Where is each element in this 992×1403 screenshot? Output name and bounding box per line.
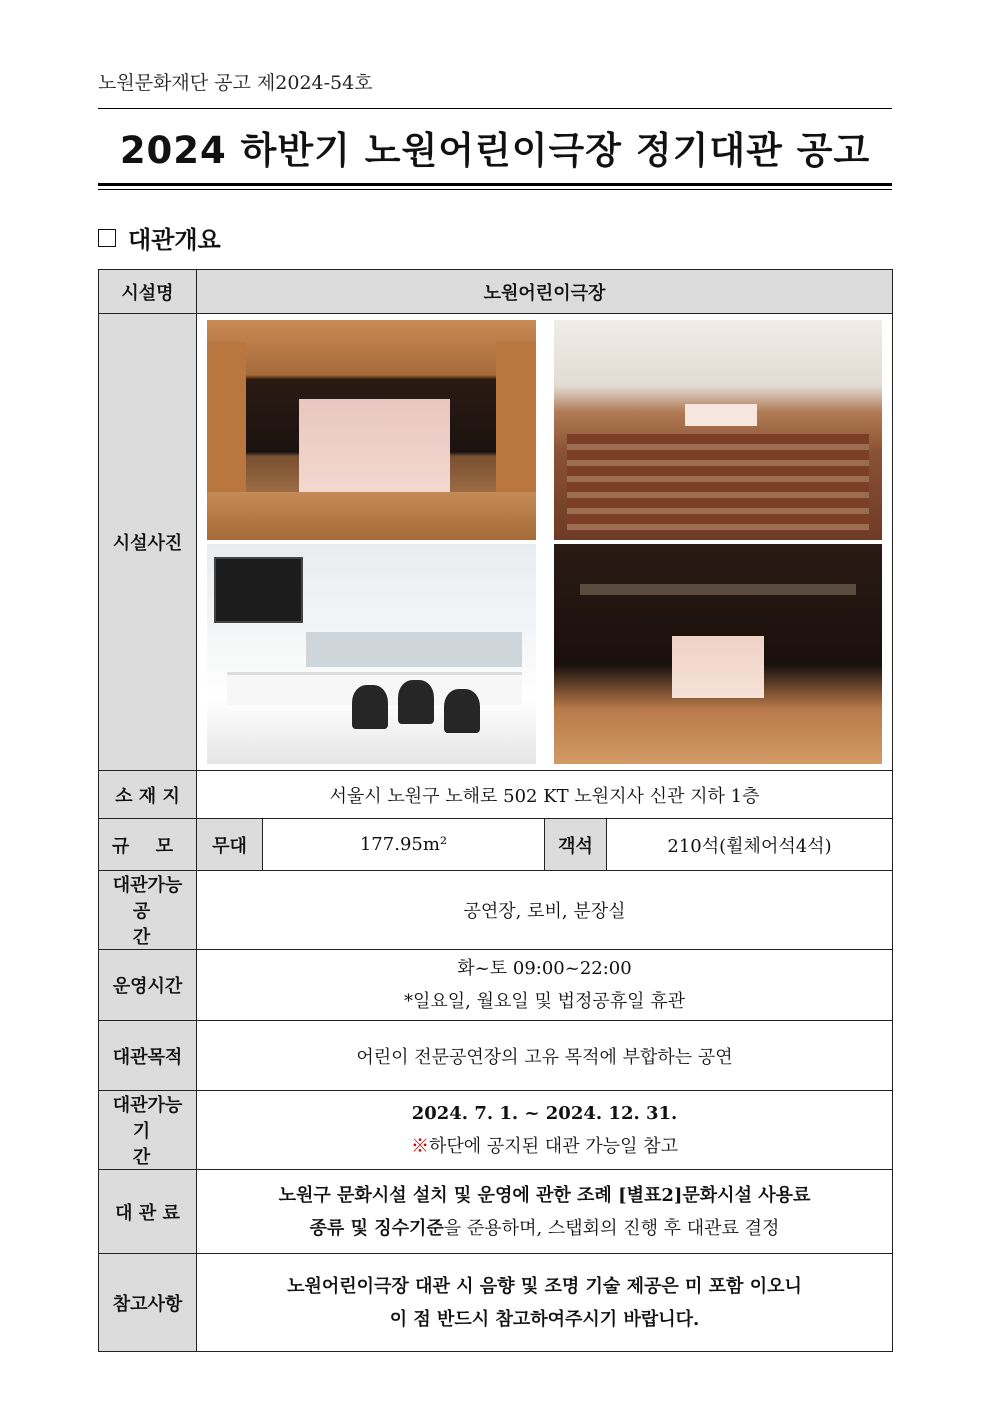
row-hours <box>99 950 893 1021</box>
hours-line2: *일요일, 월요일 및 법정공휴일 휴관 <box>403 991 686 1012</box>
title-rule-thin <box>98 189 892 190</box>
stage-rigging-photo <box>554 544 883 764</box>
purpose-label: 대관목적 <box>99 1021 197 1091</box>
fee-value <box>197 1170 893 1254</box>
period-dates: 2024. 7. 1. ~ 2024. 12. 31. <box>411 1103 678 1124</box>
notes-value <box>197 1254 893 1352</box>
stage-area-value: 177.95m² <box>263 819 545 871</box>
notes-line2: 이 점 반드시 참고하여주시기 바랍니다. <box>389 1308 700 1330</box>
section-heading <box>98 220 221 255</box>
photos-cell <box>197 314 893 771</box>
notes-line1: 노원어린이극장 대관 시 음향 및 조명 기술 제공은 미 포함 이오니 <box>287 1275 802 1297</box>
rentable-space-value: 공연장, 로비, 분장실 <box>197 871 893 950</box>
location-label: 소 재 지 <box>99 771 197 819</box>
facility-name-value: 노원어린이극장 <box>197 270 893 314</box>
rental-overview-table <box>98 269 893 1352</box>
period-label <box>99 1091 197 1170</box>
row-purpose <box>99 1021 893 1091</box>
purpose-value: 어린이 전문공연장의 고유 목적에 부합하는 공연 <box>197 1021 893 1091</box>
row-period <box>99 1091 893 1170</box>
notice-number: 노원문화재단 공고 제2024-54호 <box>98 72 373 94</box>
dressing-room-photo <box>207 544 536 764</box>
fee-line1: 노원구 문화시설 설치 및 운영에 관한 조례 [별표2]문화시설 사용료 <box>278 1184 811 1206</box>
period-note-text: 하단에 공지된 대관 가능일 참고 <box>429 1136 678 1157</box>
top-rule <box>98 108 892 109</box>
seats-value: 210석(휠체어석4석) <box>607 819 893 871</box>
stage-label: 무대 <box>197 819 263 871</box>
period-value <box>197 1091 893 1170</box>
scale-label: 규 모 <box>99 819 197 871</box>
title-rule-thick <box>98 183 892 186</box>
row-fee <box>99 1170 893 1254</box>
rentable-space-label <box>99 871 197 950</box>
stage-photo <box>207 320 536 540</box>
hours-label: 운영시간 <box>99 950 197 1021</box>
section-title: 대관개요 <box>128 226 221 254</box>
rentable-space-label-line2: 공 간 <box>132 901 173 948</box>
notes-label: 참고사항 <box>99 1254 197 1352</box>
fee-line2 <box>197 1212 892 1245</box>
row-photos <box>99 314 893 771</box>
auditorium-photo <box>554 320 883 540</box>
row-location <box>99 771 893 819</box>
period-note <box>197 1130 892 1163</box>
page-title: 2024 하반기 노원어린이극장 정기대관 공고 <box>119 129 871 172</box>
row-scale <box>99 819 893 871</box>
row-rentable-space <box>99 871 893 950</box>
rentable-space-label-line1: 대관가능 <box>112 875 183 896</box>
fee-label: 대 관 료 <box>99 1170 197 1254</box>
hours-value <box>197 950 893 1021</box>
fee-line2-rest: 을 준용하며, 스탭회의 진행 후 대관료 결정 <box>443 1217 780 1239</box>
location-value: 서울시 노원구 노해로 502 KT 노원지사 신관 지하 1층 <box>197 771 893 819</box>
seats-label: 객석 <box>545 819 607 871</box>
reference-mark-icon: ※ <box>411 1136 430 1157</box>
period-label-line2: 기 간 <box>132 1121 173 1168</box>
hours-line1: 화~토 09:00~22:00 <box>457 958 632 979</box>
fee-line2-bold: 종류 및 징수기준 <box>309 1217 444 1239</box>
row-notes <box>99 1254 893 1352</box>
period-label-line1: 대관가능 <box>112 1095 183 1116</box>
checkbox-square-icon <box>98 229 116 247</box>
row-facility-name <box>99 270 893 314</box>
facility-name-label: 시설명 <box>99 270 197 314</box>
photos-label: 시설사진 <box>99 314 197 771</box>
